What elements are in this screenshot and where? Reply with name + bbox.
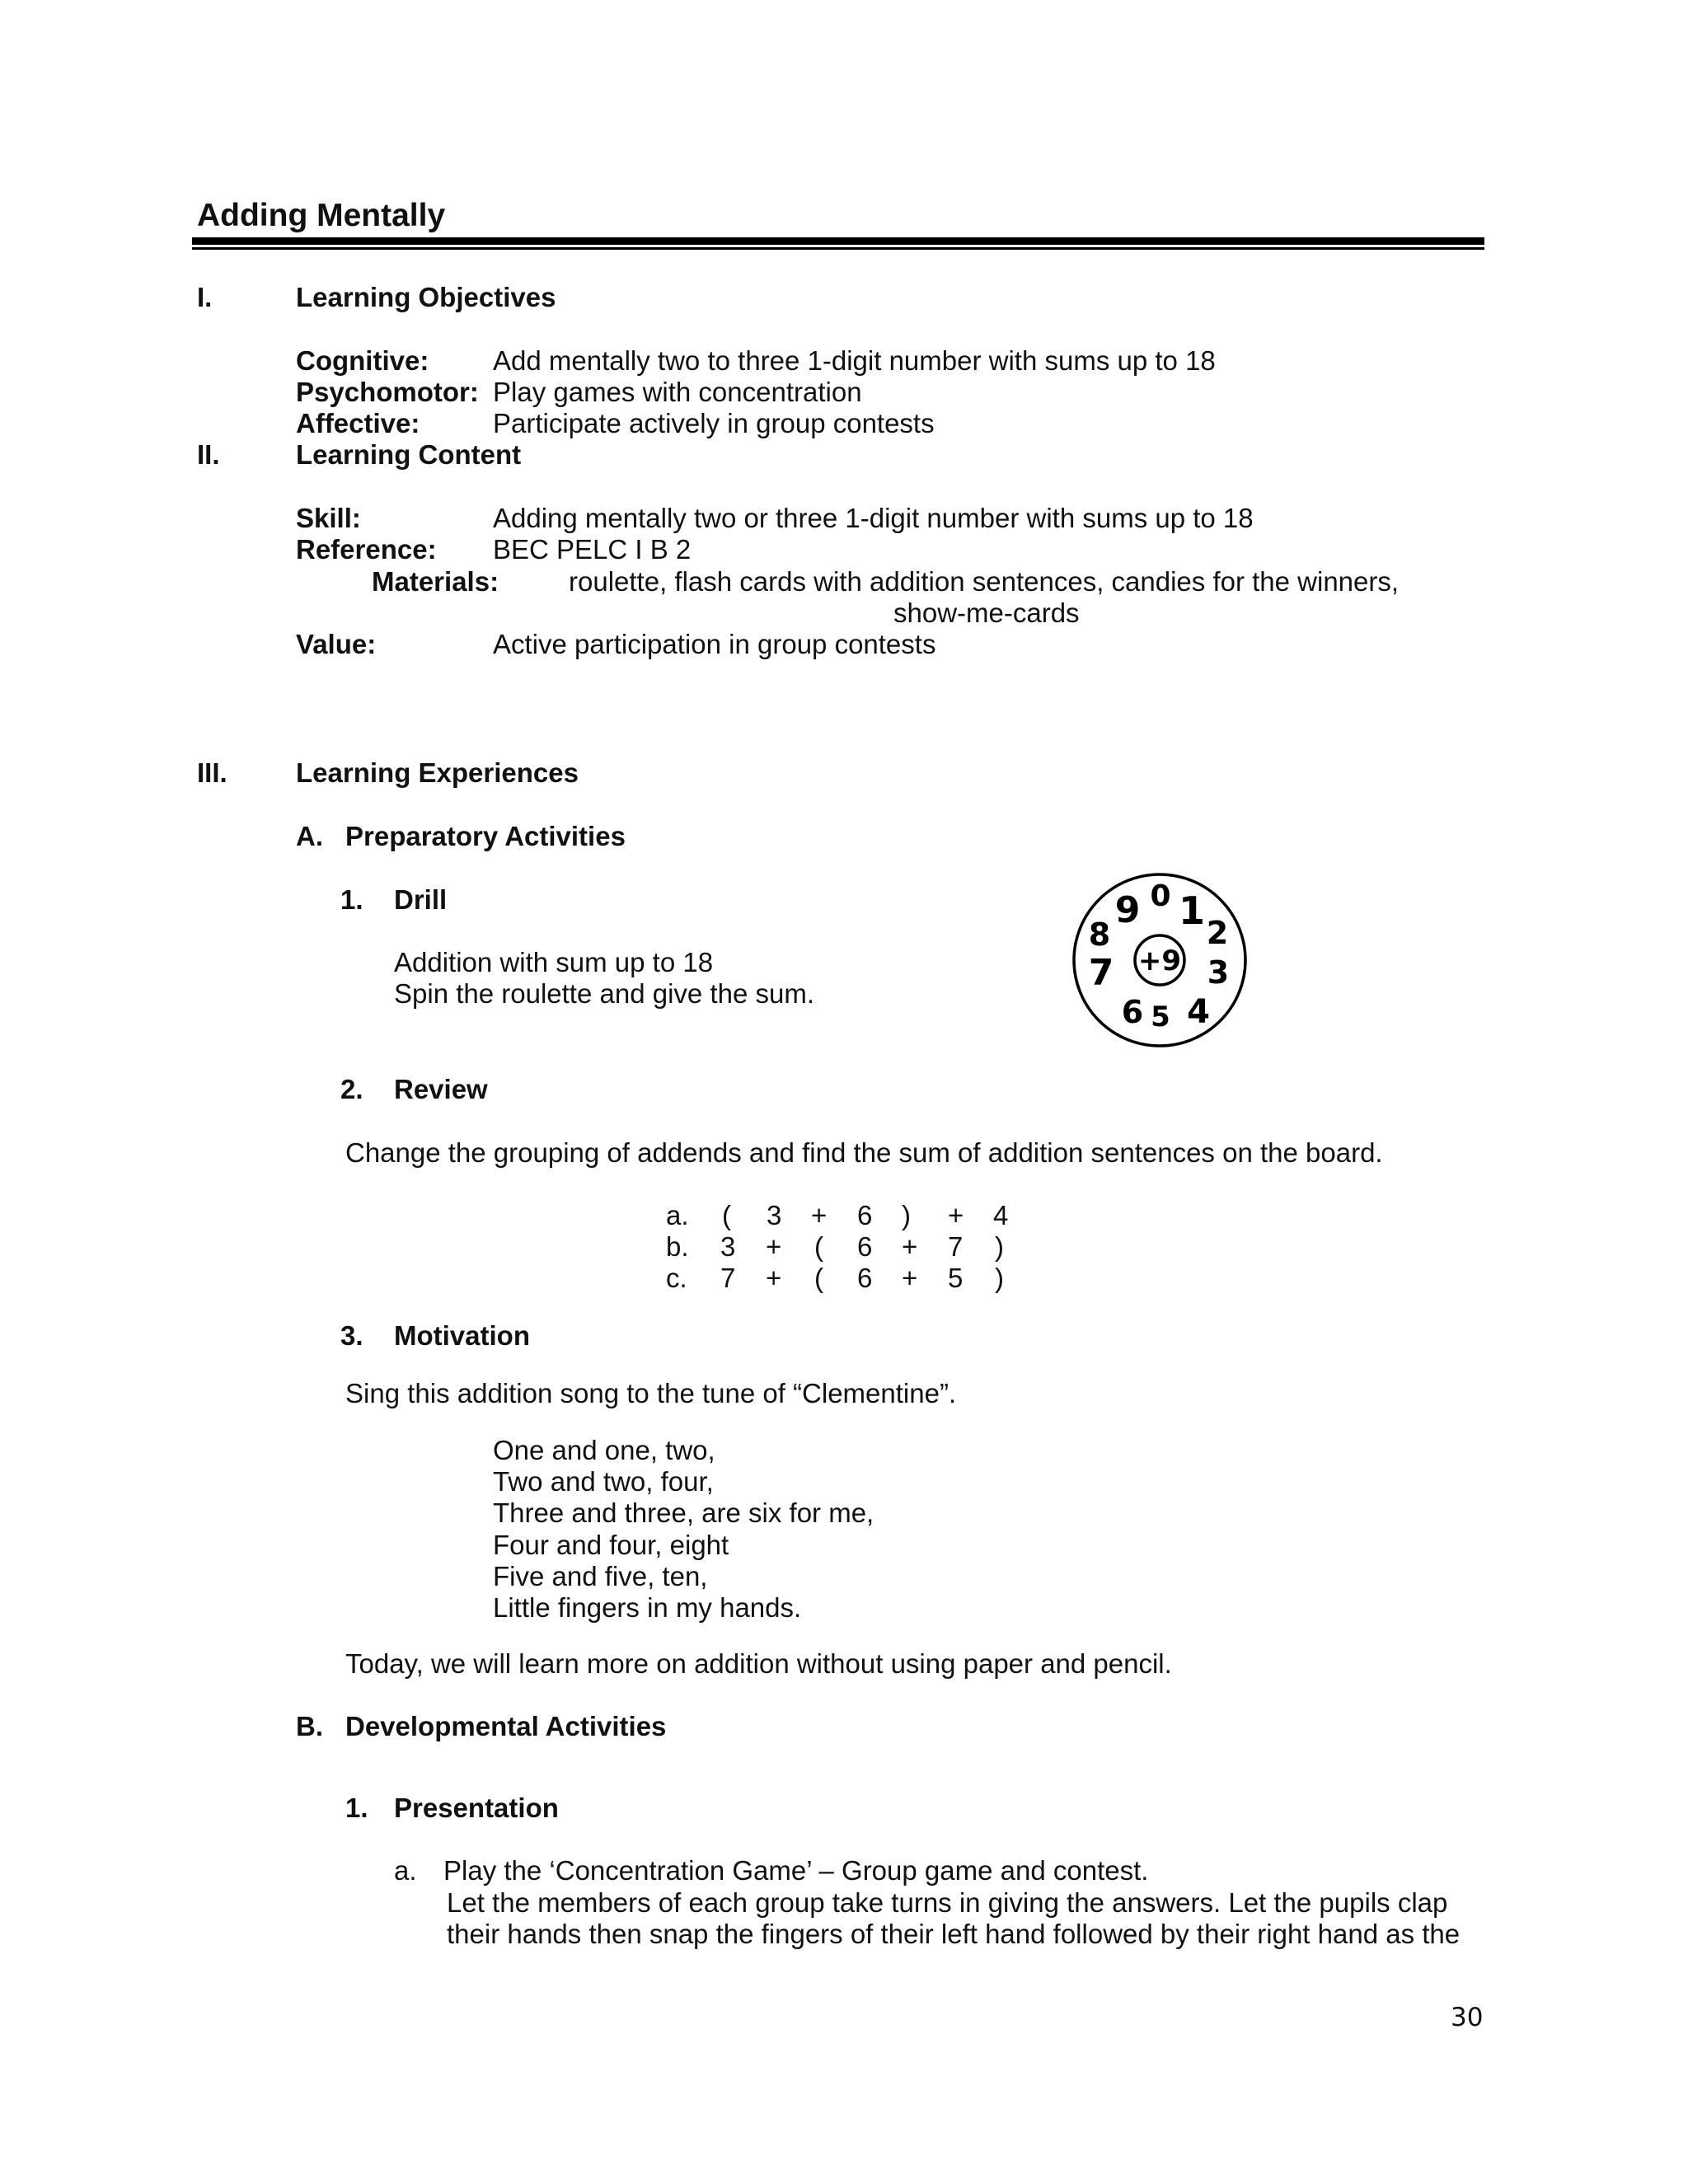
motivation-closing: Today, we will learn more on addition without using paper and pencil. bbox=[345, 1648, 1172, 1679]
roulette-number-1: 1 bbox=[1178, 888, 1206, 933]
roulette-center-label: +9 bbox=[1137, 944, 1182, 977]
skill-label: Skill: bbox=[296, 503, 361, 533]
presentation-line-2: Let the members of each group take turns in giving the answers. Let the pupils clap bbox=[447, 1887, 1448, 1918]
materials-label: Materials: bbox=[372, 566, 499, 597]
review-heading: Review bbox=[394, 1074, 488, 1104]
part-b-heading: Developmental Activities bbox=[345, 1711, 667, 1741]
roulette-number-0: 0 bbox=[1150, 879, 1171, 913]
presentation-item-label: a. bbox=[394, 1855, 417, 1886]
materials-text: roulette, flash cards with addition sentences, candies for the winners, bbox=[569, 566, 1400, 597]
psychomotor-text: Play games with concentration bbox=[493, 377, 862, 407]
review-text: Change the grouping of addends and find the sum of addition sentences on the board. bbox=[345, 1137, 1383, 1168]
psychomotor-label: Psychomotor: bbox=[296, 377, 479, 407]
eq-b-term: + bbox=[766, 1231, 782, 1262]
motivation-intro: Sing this addition song to the tune of “Clementine”. bbox=[345, 1378, 957, 1408]
eq-a-term: 4 bbox=[993, 1200, 1009, 1230]
eq-c-label: c. bbox=[666, 1263, 687, 1293]
skill-text: Adding mentally two or three 1-digit number with sums up to 18 bbox=[493, 503, 1254, 533]
equation-row-a bbox=[666, 1199, 1012, 1231]
roulette-wheel bbox=[1068, 869, 1251, 1052]
eq-a-label: a. bbox=[666, 1200, 689, 1230]
eq-b-term: ( bbox=[814, 1231, 823, 1262]
part-a-heading: Preparatory Activities bbox=[345, 821, 626, 851]
page-number: 30 bbox=[1451, 2003, 1484, 2032]
song-line: One and one, two, bbox=[493, 1435, 715, 1465]
roulette-number-9: 9 bbox=[1114, 889, 1141, 931]
equation-row-c bbox=[666, 1262, 1012, 1294]
eq-b-term: ) bbox=[995, 1231, 1004, 1262]
value-text: Active participation in group contests bbox=[493, 629, 936, 659]
section-2-number: II. bbox=[197, 439, 220, 470]
affective-label: Affective: bbox=[296, 408, 420, 438]
section-2-heading: Learning Content bbox=[296, 439, 522, 470]
materials-text-cont: show-me-cards bbox=[893, 598, 1080, 628]
eq-a-term: + bbox=[811, 1200, 828, 1230]
eq-c-term: + bbox=[766, 1263, 782, 1293]
section-3-heading: Learning Experiences bbox=[296, 757, 579, 788]
eq-a-term: + bbox=[948, 1200, 964, 1230]
section-1-number: I. bbox=[197, 282, 213, 312]
roulette-number-3: 3 bbox=[1207, 954, 1230, 991]
reference-text: BEC PELC I B 2 bbox=[493, 534, 692, 565]
song-line: Four and four, eight bbox=[493, 1530, 729, 1560]
cognitive-text: Add mentally two to three 1-digit number with sums up to 18 bbox=[493, 345, 1216, 376]
presentation-number: 1. bbox=[345, 1793, 368, 1823]
eq-c-term: 7 bbox=[720, 1263, 736, 1293]
eq-c-term: ( bbox=[814, 1263, 823, 1293]
equation-row-b bbox=[666, 1230, 1012, 1263]
eq-a-term: 6 bbox=[857, 1200, 873, 1230]
drill-heading: Drill bbox=[394, 884, 448, 915]
section-1-heading: Learning Objectives bbox=[296, 282, 556, 312]
value-label: Value: bbox=[296, 629, 377, 659]
eq-a-term: 3 bbox=[767, 1200, 782, 1230]
reference-label: Reference: bbox=[296, 534, 437, 565]
eq-c-term: 5 bbox=[948, 1263, 964, 1293]
eq-b-term: 6 bbox=[857, 1231, 873, 1262]
review-number: 2. bbox=[340, 1074, 363, 1104]
section-3-number: III. bbox=[197, 757, 227, 788]
eq-b-label: b. bbox=[666, 1231, 689, 1262]
drill-number: 1. bbox=[340, 884, 363, 915]
roulette-number-7: 7 bbox=[1088, 952, 1114, 994]
presentation-item-text: Play the ‘Concentration Game’ – Group game and contest. bbox=[443, 1855, 1149, 1886]
eq-a-term: ) bbox=[902, 1200, 911, 1230]
drill-line-1: Addition with sum up to 18 bbox=[394, 947, 714, 977]
presentation-line-3: their hands then snap the fingers of their left hand followed by their right hand as the bbox=[447, 1919, 1461, 1949]
roulette-number-8: 8 bbox=[1088, 916, 1111, 953]
song-line: Five and five, ten, bbox=[493, 1561, 708, 1591]
eq-b-term: 7 bbox=[948, 1231, 964, 1262]
eq-b-term: + bbox=[902, 1231, 918, 1262]
affective-text: Participate actively in group contests bbox=[493, 408, 935, 438]
eq-b-term: 3 bbox=[720, 1231, 736, 1262]
motivation-number: 3. bbox=[340, 1320, 363, 1351]
part-a-label: A. bbox=[296, 821, 323, 851]
presentation-heading: Presentation bbox=[394, 1793, 559, 1823]
roulette-number-2: 2 bbox=[1206, 915, 1229, 951]
title-rule-thin bbox=[192, 247, 1484, 250]
song-line: Three and three, are six for me, bbox=[493, 1497, 874, 1528]
title-rule-thick bbox=[192, 237, 1484, 245]
eq-c-term: + bbox=[902, 1263, 918, 1293]
eq-c-term: ) bbox=[995, 1263, 1004, 1293]
song-line: Little fingers in my hands. bbox=[493, 1592, 802, 1623]
eq-c-term: 6 bbox=[857, 1263, 873, 1293]
eq-a-term: ( bbox=[722, 1200, 731, 1230]
page-title: Adding Mentally bbox=[197, 198, 446, 233]
song-line: Two and two, four, bbox=[493, 1466, 714, 1497]
roulette-number-6: 6 bbox=[1121, 994, 1144, 1030]
drill-line-2: Spin the roulette and give the sum. bbox=[394, 978, 814, 1009]
motivation-heading: Motivation bbox=[394, 1320, 530, 1351]
part-b-label: B. bbox=[296, 1711, 323, 1741]
cognitive-label: Cognitive: bbox=[296, 345, 429, 376]
roulette-number-4: 4 bbox=[1187, 993, 1210, 1031]
roulette-number-5: 5 bbox=[1151, 1001, 1170, 1033]
